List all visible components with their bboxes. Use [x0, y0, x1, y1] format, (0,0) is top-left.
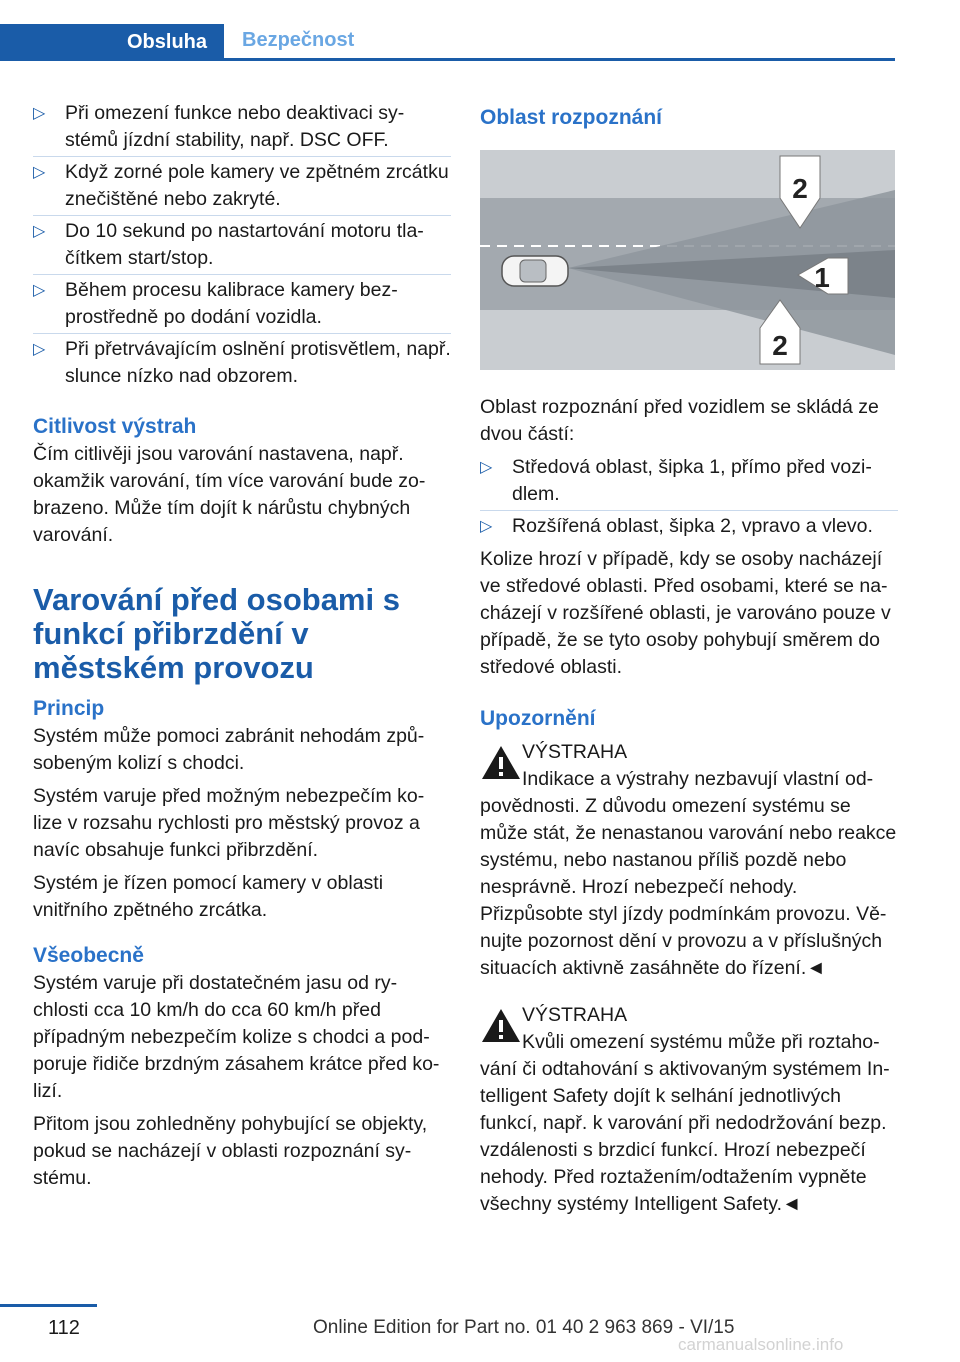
right-column — [480, 100, 898, 1218]
general-paragraph: Přitom jsou zohledněny pohybující se objekty, pokud se nacházejí v oblasti rozpoznání sy-stému. — [33, 1113, 428, 1189]
watermark: carmanualsonline.info — [678, 1335, 844, 1354]
header-rule — [0, 58, 895, 61]
warning-block — [480, 739, 898, 982]
notes-heading: Upozornění — [480, 707, 596, 730]
list-item: ▷ Při přetrvávajícím oslnění protisvětlem, např. slunce nízko nad obzorem. — [33, 338, 451, 387]
triangle-bullet-icon: ▷ — [33, 105, 46, 122]
principle-heading: Princip — [33, 697, 105, 720]
sensitivity-heading: Citlivost výstrah — [33, 415, 197, 438]
list-item: ▷ Během procesu kalibrace kamery bez-prostředně po dodání vozidla. — [33, 277, 451, 331]
arrow-2-top-label: 2 — [792, 173, 808, 204]
sensitivity-text: Čím citlivěji jsou varování nastavena, např. okamžik varování, tím více varování bude zo-brazeno. Může tím dojít k nárůstu chybných varování. — [33, 443, 426, 546]
page-number: 112 — [48, 1317, 80, 1339]
principle-paragraph: Systém může pomoci zabránit nehodám způ-sobeným kolizí s chodci. — [33, 725, 425, 774]
car-icon — [502, 256, 568, 286]
warning-block — [480, 1002, 898, 1218]
detection-area-figure — [480, 150, 895, 370]
list-item: ▷ Rozšířená oblast, šipka 2, vpravo a vlevo. — [480, 513, 898, 540]
principle-paragraph: Systém varuje před možným nebezpečím ko-lize v rozsahu rychlosti pro městský provoz a navíc obsahuje funkci přibrzdění. — [33, 785, 425, 861]
arrow-2-bottom-label: 2 — [772, 330, 788, 361]
footer-rule — [0, 1304, 97, 1307]
arrow-1-label: 1 — [814, 262, 830, 293]
triangle-bullet-icon: ▷ — [480, 518, 493, 535]
tab-obsluha[interactable]: Obsluha — [0, 24, 224, 60]
warning-triangle-icon — [480, 743, 522, 783]
limitations-list — [33, 100, 451, 390]
warning-title: VÝSTRAHA — [522, 741, 628, 763]
list-item: ▷ Středová oblast, šipka 1, přímo před vozi-dlem. — [480, 454, 898, 508]
detection-area-heading: Oblast rozpoznání — [480, 106, 663, 129]
principle-paragraph: Systém je řízen pomocí kamery v oblasti vnitřního zpětného zrcátka. — [33, 872, 384, 921]
warning-triangle-icon — [480, 1006, 522, 1046]
warning-text: Kvůli omezení systému může při roztaho-vání či odtahování s aktivovaným systémem In-telligent Safety dojít k selhání jednotlivých funkcí, např. k varování při nedodržování bezp. vzdálenosti s brzdicí funkcí. Hrozí nebezpečí nehody. Před roztažením/odtažením vypněte všechny systémy Intelligent Safety.◄ — [480, 1031, 890, 1215]
tab-bezpecnost[interactable]: Bezpečnost — [242, 29, 355, 51]
list-item: ▷ Při omezení funkce nebo deaktivaci sy-stémů jízdní stability, např. DSC OFF. — [33, 100, 451, 154]
header-bar — [0, 0, 895, 62]
triangle-bullet-icon: ▷ — [480, 459, 493, 476]
triangle-bullet-icon: ▷ — [33, 341, 46, 358]
collision-paragraph: Kolize hrozí v případě, kdy se osoby nacházejí ve středové oblasti. Před osobami, které se na-cházejí v rozšířené oblasti, je varováno pouze v případě, že se tyto osoby pohybují směrem do středové oblasti. — [480, 548, 891, 678]
list-item: ▷ Do 10 sekund po nastartování motoru tla-čítkem start/stop. — [33, 218, 451, 272]
triangle-bullet-icon: ▷ — [33, 164, 46, 181]
area-list — [480, 454, 898, 540]
general-heading: Všeobecně — [33, 944, 144, 967]
section-title: Varování před osobami s funkcí přibrzdění v městském provozu — [33, 582, 400, 685]
list-item: ▷ Když zorné pole kamery ve zpětném zrcátku znečištěné nebo zakryté. — [33, 159, 451, 213]
left-column — [33, 100, 451, 1198]
triangle-bullet-icon: ▷ — [33, 223, 46, 240]
warning-title: VÝSTRAHA — [522, 1004, 628, 1026]
area-paragraph: Oblast rozpoznání před vozidlem se skládá ze dvou částí: — [480, 396, 879, 445]
warning-text: Indikace a výstrahy nezbavují vlastní od-povědnosti. Z důvodu omezení systému se může stát, že nenastanou varování nebo reakce systému, nebo nastanou příliš pozdě nebo nesprávně. Hrozí nebezpečí nehody. Přizpůsobte styl jízdy podmínkám provozu. Vě-nujte pozornost dění v provozu a v příslušných situacích aktivně zasáhněte do řízení.◄ — [480, 768, 897, 979]
edition-note: Online Edition for Part no. 01 40 2 963 869 - VI/15 — [313, 1317, 735, 1338]
triangle-bullet-icon: ▷ — [33, 282, 46, 299]
general-paragraph: Systém varuje při dostatečném jasu od ry-chlosti cca 10 km/h do cca 60 km/h před případným nebezpečím kolize s chodci a pod-poruje řidiče brzdným zásahem krátce před ko-lizí. — [33, 972, 440, 1102]
